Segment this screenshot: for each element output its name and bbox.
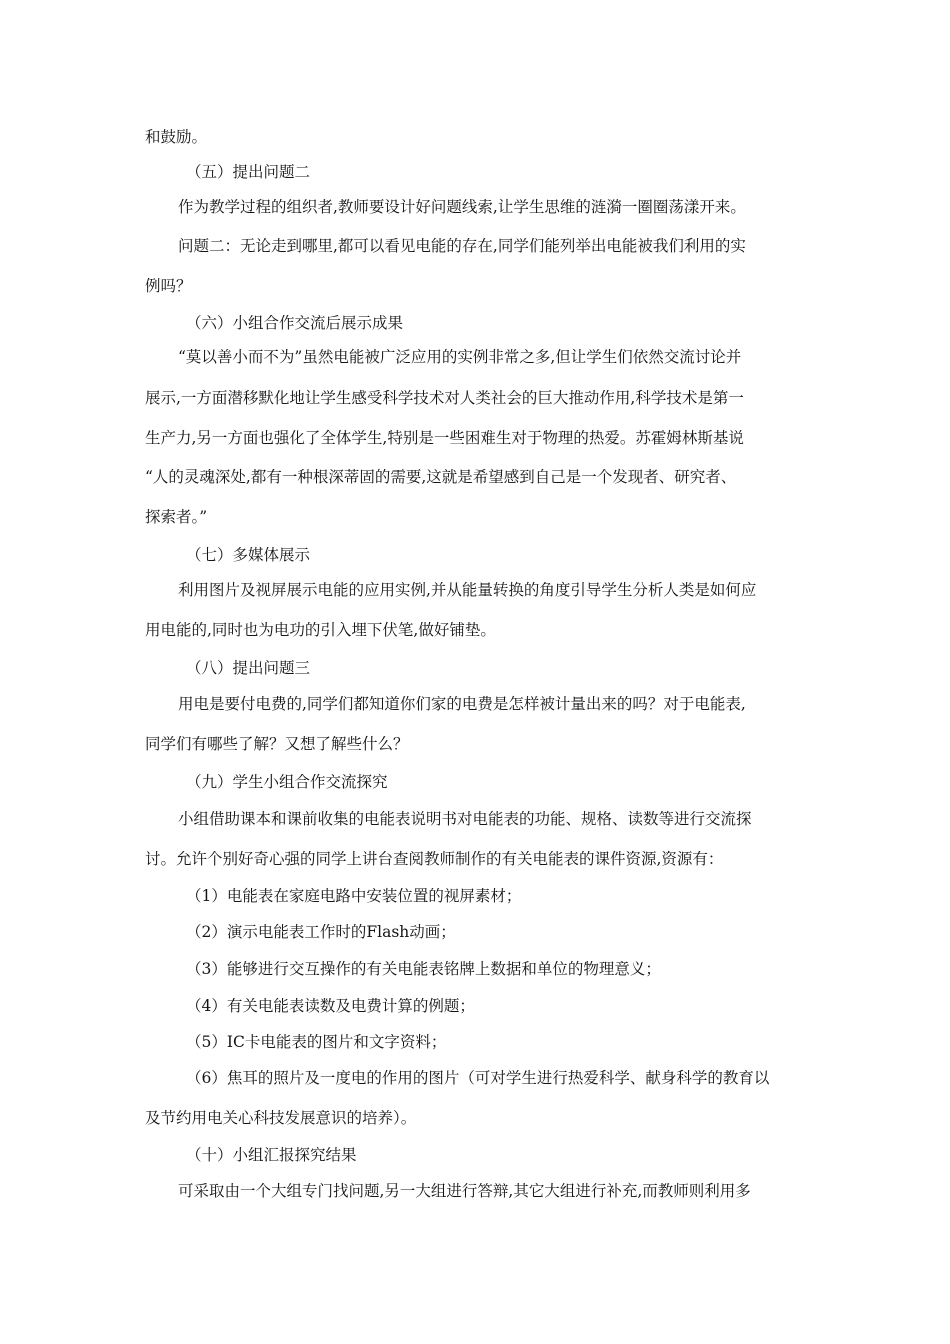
list-item: （6）焦耳的照片及一度电的作用的图片（可对学生进行热爱科学、献身科学的教育以 (186, 1069, 770, 1087)
section-heading: （九）学生小组合作交流探究 (186, 773, 388, 791)
paragraph-line: 利用图片及视屏展示电能的应用实例,并从能量转换的角度引导学生分析人类是如何应 (178, 581, 757, 599)
paragraph-line: 例吗？ (145, 277, 192, 295)
paragraph-line: 和鼓励。 (145, 128, 208, 146)
paragraph-line: 可采取由一个大组专门找问题,另一大组进行答辩,其它大组进行补充,而教师则利用多 (178, 1182, 751, 1200)
list-item: （5）IC卡电能表的图片和文字资料； (186, 1033, 447, 1051)
paragraph-line: 展示,一方面潜移默化地让学生感受科学技术对人类社会的巨大推动作用,科学技术是第一 (145, 389, 744, 407)
paragraph-line: 生产力,另一方面也强化了全体学生,特别是一些困难生对于物理的热爱。苏霍姆林斯基说 (145, 429, 744, 447)
paragraph-line: 同学们有哪些了解？又想了解些什么？ (145, 735, 409, 753)
list-item: （3）能够进行交互操作的有关电能表铭牌上数据和单位的物理意义； (186, 960, 661, 978)
paragraph-line: “莫以善小而不为”虽然电能被广泛应用的实例非常之多,但让学生们依然交流讨论并 (178, 348, 742, 366)
paragraph-line: “人的灵魂深处,都有一种根深蒂固的需要,这就是希望感到自己是一个发现者、研究者、 (145, 468, 737, 486)
paragraph-line: 问题二：无论走到哪里,都可以看见电能的存在,同学们能列举出电能被我们利用的实 (178, 237, 746, 255)
paragraph-line: 用电是要付电费的,同学们都知道你们家的电费是怎样被计量出来的吗？对于电能表, (178, 695, 746, 713)
paragraph-line: 讨。允许个别好奇心强的同学上讲台查阅教师制作的有关电能表的课件资源,资源有： (145, 850, 724, 868)
list-item: （2）演示电能表工作时的Flash动画； (186, 923, 456, 941)
paragraph-line: 作为教学过程的组织者,教师要设计好问题线索,让学生思维的涟漪一圈圈荡漾开来。 (178, 198, 746, 216)
section-heading: （五）提出问题二 (186, 163, 311, 181)
paragraph-line: 小组借助课本和课前收集的电能表说明书对电能表的功能、规格、读数等进行交流探 (178, 810, 752, 828)
section-heading: （六）小组合作交流后展示成果 (186, 314, 404, 332)
paragraph-line: 用电能的,同时也为电功的引入埋下伏笔,做好铺垫。 (145, 621, 496, 639)
section-heading: （八）提出问题三 (186, 659, 311, 677)
section-heading: （十）小组汇报探究结果 (186, 1146, 357, 1164)
section-heading: （七）多媒体展示 (186, 546, 311, 564)
paragraph-line: 探索者。” (145, 508, 208, 526)
list-item-continuation: 及节约用电关心科技发展意识的培养）。 (145, 1109, 417, 1127)
list-item: （4）有关电能表读数及电费计算的例题； (186, 997, 475, 1015)
list-item: （1）电能表在家庭电路中安装位置的视屏素材； (186, 887, 522, 905)
